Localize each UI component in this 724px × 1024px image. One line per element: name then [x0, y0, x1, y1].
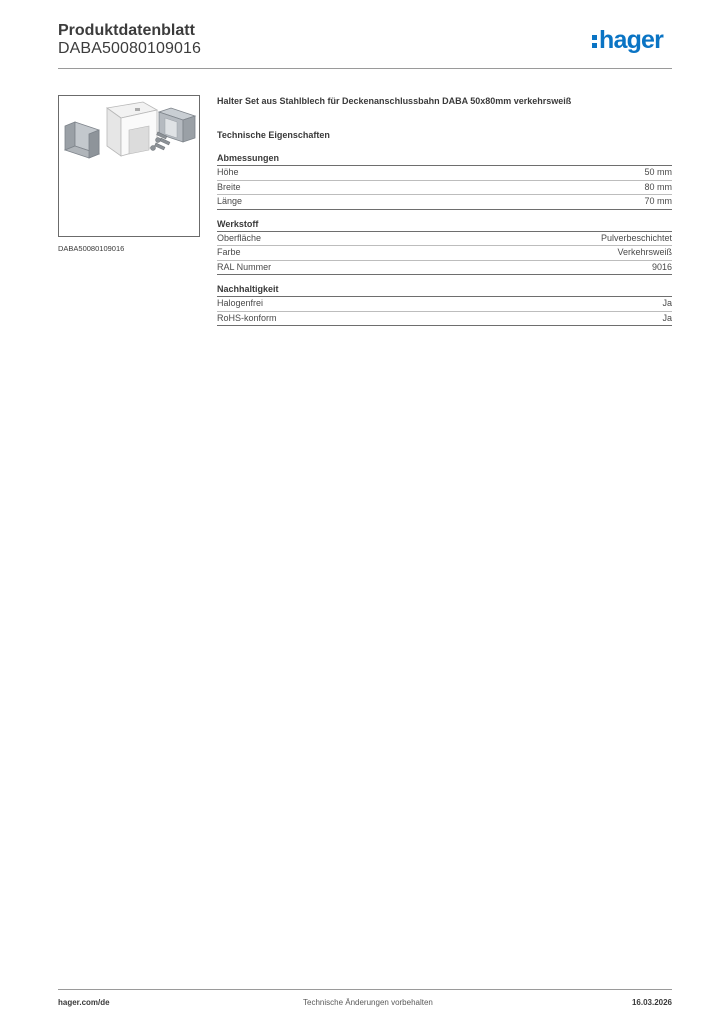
- group-sustainability: [217, 284, 672, 326]
- footer-website-link[interactable]: hager.com/de: [58, 998, 110, 1007]
- logo-text: hager: [599, 26, 664, 54]
- product-description: Halter Set aus Stahlblech für Deckenanschlussbahn DABA 50x80mm verkehrsweiß: [217, 96, 572, 106]
- property-row: [217, 297, 672, 312]
- header-divider: [58, 68, 672, 69]
- article-number: DABA50080109016: [58, 40, 201, 57]
- property-value: Pulverbeschichtet: [600, 232, 672, 243]
- technical-properties-title: Technische Eigenschaften: [217, 130, 330, 140]
- footer-disclaimer: Technische Änderungen vorbehalten: [303, 998, 433, 1007]
- product-image-frame: [58, 95, 200, 237]
- group-title: Abmessungen: [217, 153, 672, 166]
- footer-date: 16.03.2026: [631, 998, 672, 1007]
- property-label: Breite: [217, 181, 241, 192]
- property-row: [217, 195, 672, 210]
- property-label: Oberfläche: [217, 232, 262, 243]
- property-label: Halogenfrei: [217, 298, 264, 308]
- group-dimensions: [217, 153, 672, 210]
- property-value: 80 mm: [644, 181, 672, 192]
- property-row: [217, 261, 672, 276]
- property-label: Länge: [217, 196, 243, 206]
- property-value: Ja: [662, 312, 672, 323]
- property-label: Höhe: [217, 167, 239, 177]
- property-value: Ja: [662, 298, 672, 308]
- property-row: [217, 181, 672, 196]
- property-row: [217, 312, 672, 327]
- property-value: 50 mm: [644, 167, 672, 177]
- property-label: RAL Nummer: [217, 261, 272, 272]
- property-row: [217, 246, 672, 261]
- property-value: Verkehrsweiß: [617, 247, 672, 257]
- footer-divider: [58, 989, 672, 990]
- hager-logo: [592, 28, 663, 53]
- product-image: [59, 96, 199, 236]
- group-title: Nachhaltigkeit: [217, 284, 672, 297]
- logo-dots-icon: [592, 31, 597, 49]
- product-details: [217, 96, 672, 335]
- property-row: [217, 166, 672, 181]
- property-label: RoHS-konform: [217, 312, 277, 323]
- property-row: [217, 232, 672, 247]
- page-title: Produktdatenblatt: [58, 22, 195, 39]
- image-caption: DABA50080109016: [58, 244, 125, 253]
- property-label: Farbe: [217, 247, 241, 257]
- property-value: 70 mm: [644, 196, 672, 206]
- property-value: 9016: [651, 261, 672, 272]
- group-title: Werkstoff: [217, 219, 672, 232]
- group-material: [217, 219, 672, 276]
